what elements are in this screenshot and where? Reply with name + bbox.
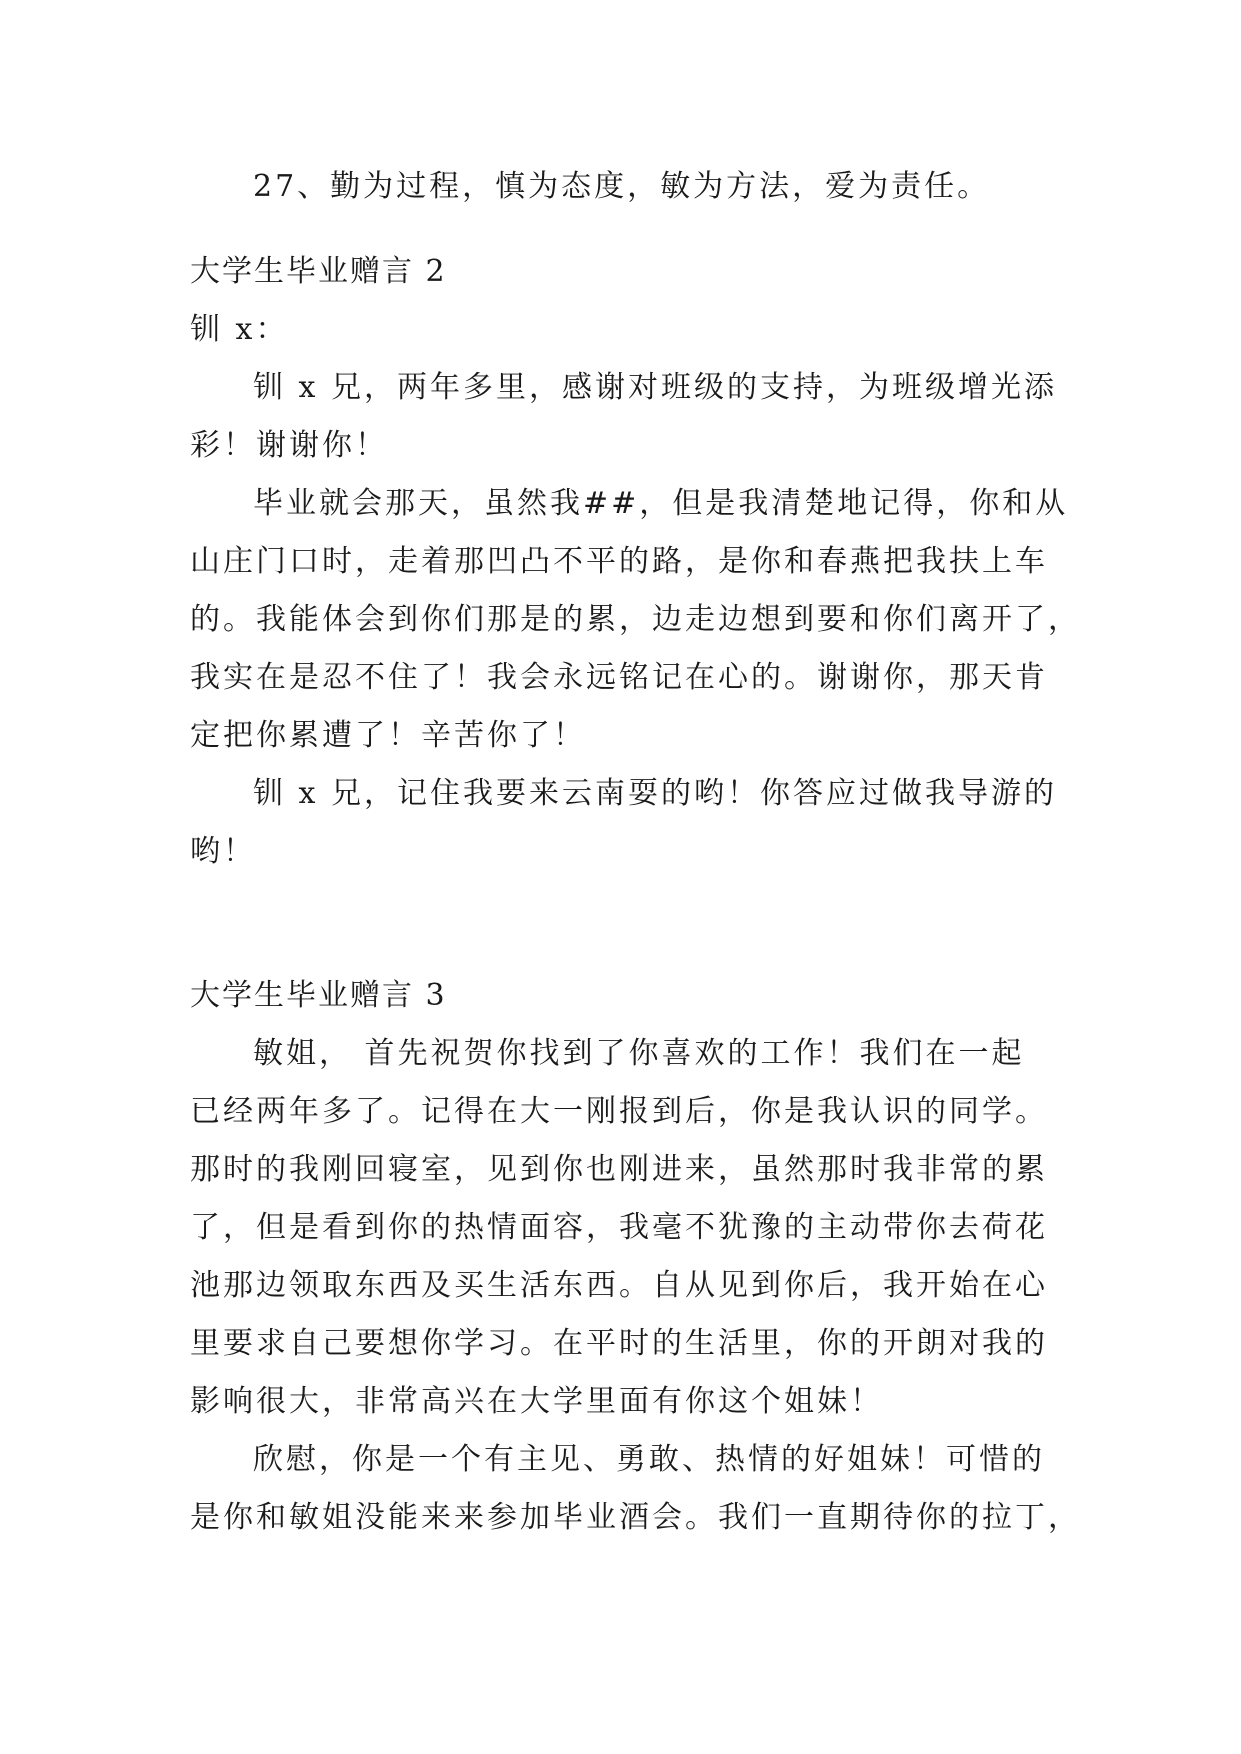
- paragraph-line: 的。我能体会到你们那是的累，边走边想到要和你们离开了，: [190, 602, 1081, 637]
- paragraph-line: 池那边领取东西及买生活东西。自从见到你后，我开始在心: [190, 1268, 1048, 1303]
- section-heading-3: 大学生毕业赠言 3: [190, 978, 447, 1013]
- paragraph-line: 那时的我刚回寝室，见到你也刚进来，虽然那时我非常的累: [190, 1152, 1048, 1187]
- paragraph-line: 里要求自己要想你学习。在平时的生活里，你的开朗对我的: [190, 1326, 1048, 1361]
- paragraph-line: 山庄门口时，走着那凹凸不平的路，是你和春燕把我扶上车: [190, 544, 1048, 579]
- section-heading-2: 大学生毕业赠言 2: [190, 254, 447, 289]
- paragraph-line: 已经两年多了。记得在大一刚报到后，你是我认识的同学。: [190, 1094, 1048, 1129]
- salutation: 钏 x：: [190, 312, 289, 347]
- paragraph-line: 欣慰，你是一个有主见、勇敢、热情的好姐妹！可惜的: [253, 1442, 1045, 1477]
- list-item-27: 27、勤为过程，慎为态度，敏为方法，爱为责任。: [253, 169, 991, 204]
- paragraph-line: 定把你累遭了！辛苦你了！: [190, 718, 586, 753]
- paragraph-line: 了，但是看到你的热情面容，我毫不犹豫的主动带你去荷花: [190, 1210, 1048, 1245]
- paragraph-line: 钏 x 兄，两年多里，感谢对班级的支持，为班级增光添: [253, 370, 1057, 405]
- paragraph-line: 我实在是忍不住了！我会永远铭记在心的。谢谢你，那天肯: [190, 660, 1048, 695]
- paragraph-line: 是你和敏姐没能来来参加毕业酒会。我们一直期待你的拉丁，: [190, 1500, 1081, 1535]
- paragraph-line: 敏姐， 首先祝贺你找到了你喜欢的工作！我们在一起: [253, 1036, 1025, 1071]
- paragraph-line: 钏 x 兄，记住我要来云南耍的哟！你答应过做我导游的: [253, 776, 1057, 811]
- paragraph-line: 哟！: [190, 834, 256, 869]
- paragraph-line: 影响很大，非常高兴在大学里面有你这个姐妹！: [190, 1384, 883, 1419]
- paragraph-line: 毕业就会那天，虽然我##，但是我清楚地记得，你和从: [253, 486, 1069, 521]
- paragraph-line: 彩！谢谢你！: [190, 428, 388, 463]
